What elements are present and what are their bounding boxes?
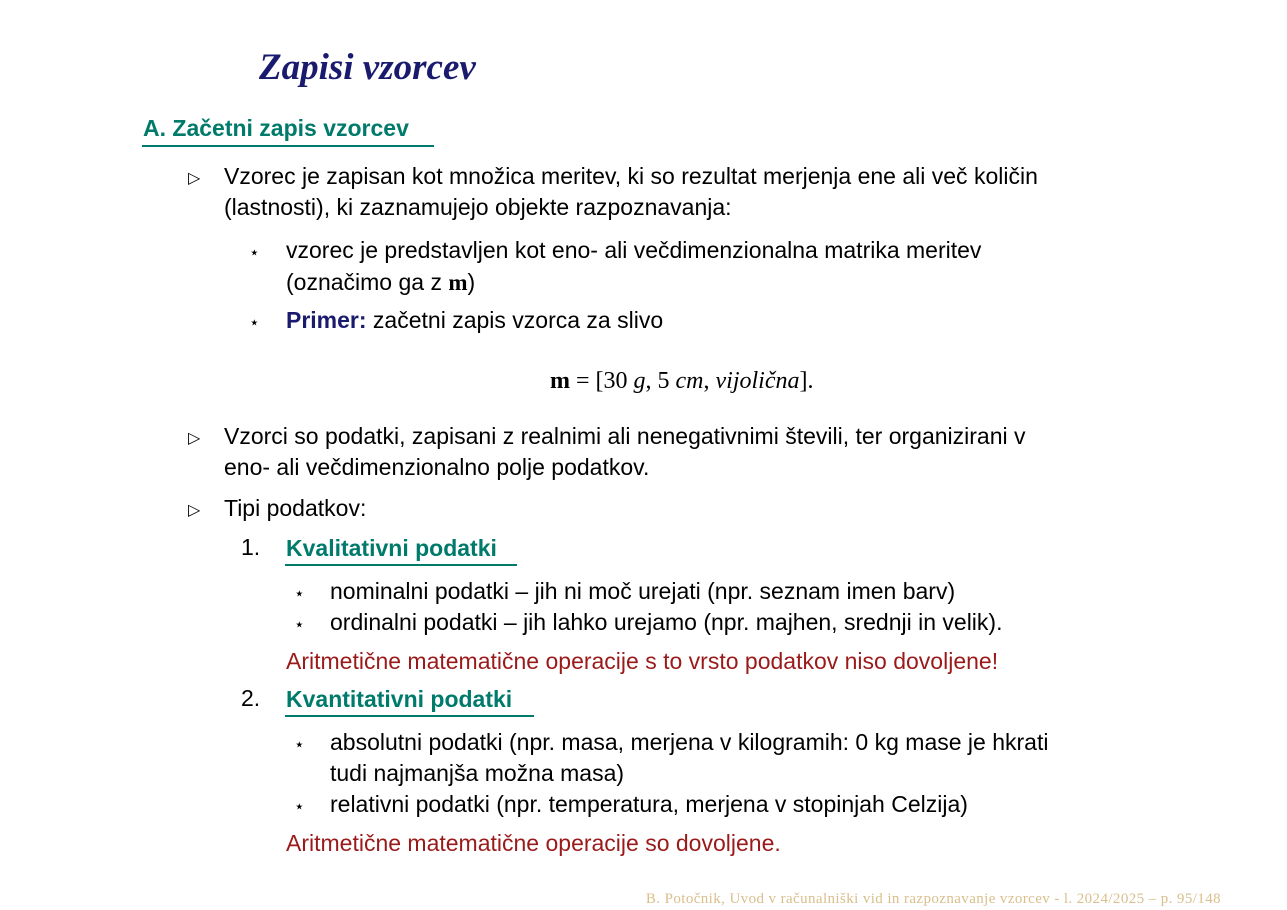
list-item: absolutni podatki (npr. masa, merjena v kilogramih: 0 kg mase je hkrati bbox=[330, 729, 1049, 755]
bullet-text: Vzorec je zapisan kot množica meritev, ki so rezultat merjenja ene ali več količin bbox=[224, 163, 1038, 189]
list-heading: Kvalitativni podatki bbox=[286, 535, 497, 561]
warning-note: Aritmetične matematične operacije s to vrsto podatkov niso dovoljene! bbox=[286, 648, 999, 674]
sub-bullet-text: vzorec je predstavljen kot eno- ali večdimenzionalna matrika meritev bbox=[286, 237, 982, 263]
triangle-bullet-icon: ▷ bbox=[188, 170, 201, 187]
list-number: 1. bbox=[241, 534, 261, 560]
heading-underline bbox=[285, 715, 534, 717]
triangle-bullet-icon: ▷ bbox=[188, 502, 201, 519]
info-note: Aritmetične matematične operacije so dovoljene. bbox=[286, 830, 781, 856]
bullet-text: Tipi podatkov: bbox=[224, 495, 367, 521]
star-bullet-icon: ⋆ bbox=[294, 615, 305, 634]
bullet-text: Vzorci so podatki, zapisani z realnimi ali nenegativnimi števili, ter organizirani v bbox=[224, 423, 1026, 449]
equation: m = [30 g, 5 cm, vijolična]. bbox=[550, 368, 814, 394]
bullet-text: eno- ali večdimenzionalno polje podatkov. bbox=[224, 454, 650, 480]
bullet-text: (lastnosti), ki zaznamujejo objekte razpoznavanja: bbox=[224, 194, 732, 220]
list-number: 2. bbox=[241, 685, 261, 711]
sub-bullet-text: (označimo ga z m) bbox=[286, 269, 476, 295]
list-item: tudi najmanjša možna masa) bbox=[330, 760, 625, 786]
triangle-bullet-icon: ▷ bbox=[188, 430, 201, 447]
section-underline bbox=[142, 145, 434, 147]
list-heading: Kvantitativni podatki bbox=[286, 686, 513, 712]
symbol-m: m bbox=[448, 270, 468, 295]
star-bullet-icon: ⋆ bbox=[249, 243, 260, 262]
sub-bullet-text: Primer: začetni zapis vzorca za slivo bbox=[286, 307, 664, 333]
list-item: nominalni podatki – jih ni moč urejati (npr. seznam imen barv) bbox=[330, 578, 956, 604]
star-bullet-icon: ⋆ bbox=[294, 584, 305, 603]
heading-underline bbox=[285, 564, 517, 566]
slide-footer: B. Potočnik, Uvod v računalniški vid in razpoznavanje vzorcev - l. 2024/2025 – p. 95/148 bbox=[645, 891, 1221, 907]
list-item: relativni podatki (npr. temperatura, merjena v stopinjah Celzija) bbox=[330, 791, 968, 817]
section-heading: A. Začetni zapis vzorcev bbox=[143, 115, 409, 141]
star-bullet-icon: ⋆ bbox=[294, 735, 305, 754]
example-label: Primer: bbox=[286, 307, 367, 333]
slide-title: Zapisi vzorcev bbox=[259, 47, 476, 88]
star-bullet-icon: ⋆ bbox=[249, 313, 260, 332]
star-bullet-icon: ⋆ bbox=[294, 797, 305, 816]
list-item: ordinalni podatki – jih lahko urejamo (npr. majhen, srednji in velik). bbox=[330, 609, 1003, 635]
